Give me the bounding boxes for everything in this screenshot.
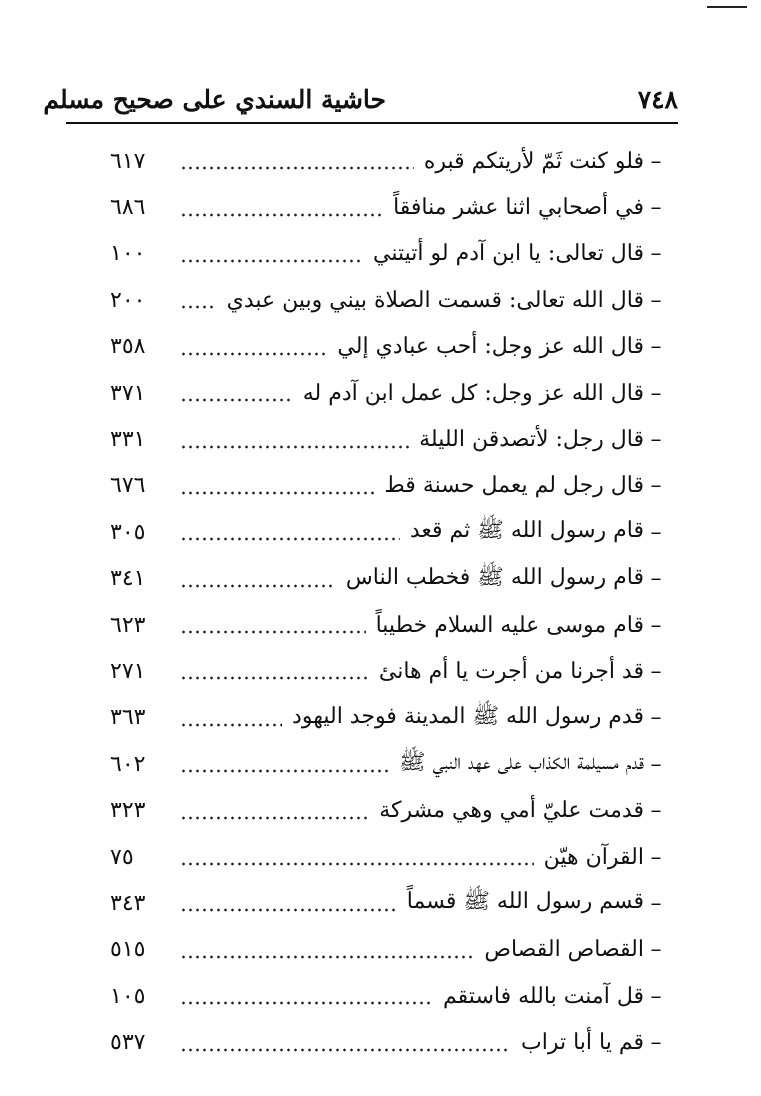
index-entry: [110, 834, 668, 880]
dot-leader: [180, 908, 397, 912]
entry-text: في أصحابي اثنا عشر منافقاً: [393, 195, 644, 221]
entry-text: قدمت عليّ أمي وهي مشركة: [379, 798, 644, 824]
entry-dash: –: [650, 148, 662, 174]
dot-leader: [180, 723, 282, 727]
entry-dash: –: [650, 566, 662, 592]
dot-leader: [180, 769, 389, 773]
dot-leader: [180, 259, 363, 263]
index-entry: [110, 184, 668, 230]
entry-dash: –: [650, 844, 662, 870]
entry-dash: –: [650, 473, 662, 499]
dot-leader: [180, 491, 374, 495]
entry-page-number: ٥١٥: [110, 937, 146, 963]
entry-text: قال الله تعالى: قسمت الصلاة بيني وبين عبدي: [226, 287, 644, 313]
running-header: [43, 82, 678, 126]
entry-dash: –: [650, 983, 662, 1009]
dot-leader: [180, 1048, 511, 1052]
entry-text: قام رسول الله ﷺ ثم قعد: [409, 518, 644, 544]
entry-page-number: ٧٥: [110, 844, 134, 870]
entry-text: قال الله عز وجل: أحب عبادي إلي: [337, 334, 644, 360]
index-entry: [110, 741, 668, 787]
entry-dash: –: [650, 612, 662, 638]
entry-dash: –: [650, 937, 662, 963]
index-entry: [110, 787, 668, 833]
index-entry: [110, 138, 668, 184]
dot-leader: [180, 213, 383, 217]
entry-text: قدم مسيلمة الكذاب على عهد النبي ﷺ: [399, 750, 644, 776]
entry-page-number: ٣٥٨: [110, 334, 146, 360]
entry-dash: –: [650, 380, 662, 406]
entry-dash: –: [650, 751, 662, 777]
dot-leader: [180, 445, 409, 449]
entry-dash: –: [650, 658, 662, 684]
entry-page-number: ٦٧٦: [110, 473, 146, 499]
header-rule: [66, 122, 678, 124]
dot-leader: [180, 166, 414, 170]
entry-page-number: ٣٤١: [110, 566, 146, 592]
entry-dash: –: [650, 287, 662, 313]
index-list: [110, 138, 668, 1066]
entry-dash: –: [650, 1030, 662, 1056]
entry-dash: –: [650, 427, 662, 453]
entry-dash: –: [650, 195, 662, 221]
entry-page-number: ٢٧١: [110, 658, 146, 684]
entry-dash: –: [650, 519, 662, 545]
dot-leader: [180, 398, 293, 402]
index-entry: [110, 370, 668, 416]
entry-text: قد أجرنا من أجرت يا أم هانئ: [378, 658, 644, 684]
entry-text: قل آمنت بالله فاستقم: [443, 983, 644, 1009]
entry-page-number: ١٠٥: [110, 983, 146, 1009]
index-entry: [110, 648, 668, 694]
entry-page-number: ٢٠٠: [110, 287, 146, 313]
index-entry: [110, 602, 668, 648]
entry-page-number: ١٠٠: [110, 241, 146, 267]
dot-leader: [180, 862, 534, 866]
entry-text: قام موسى عليه السلام خطيباً: [375, 612, 644, 638]
entry-text: قال رجل لم يعمل حسنة قط: [384, 473, 644, 499]
corner-rule: [707, 6, 747, 8]
index-entry: [110, 509, 668, 555]
entry-page-number: ٥٣٧: [110, 1030, 146, 1056]
dot-leader: [180, 1001, 433, 1005]
entry-page-number: ٦١٧: [110, 148, 146, 174]
dot-leader: [180, 305, 217, 309]
entry-page-number: ٣٠٥: [110, 519, 146, 545]
entry-page-number: ٣٣١: [110, 427, 146, 453]
dot-leader: [180, 630, 366, 634]
index-entry: [110, 1019, 668, 1065]
entry-dash: –: [650, 798, 662, 824]
entry-text: قدم رسول الله ﷺ المدينة فوجد اليهود: [292, 703, 644, 729]
entry-page-number: ٦٠٢: [110, 751, 146, 777]
book-title: حاشية السندي على صحيح مسلم: [43, 85, 386, 114]
page-number: ٧٤٨: [637, 85, 678, 114]
entry-dash: –: [650, 334, 662, 360]
index-entry: [110, 231, 668, 277]
index-entry: [110, 973, 668, 1019]
index-entry: [110, 416, 668, 462]
entry-text: قسم رسول الله ﷺ قسماً: [406, 889, 644, 915]
entry-page-number: ٣٦٣: [110, 705, 146, 731]
index-entry: [110, 556, 668, 602]
entry-text: قال الله عز وجل: كل عمل ابن آدم له: [302, 380, 644, 406]
entry-page-number: ٦٨٦: [110, 195, 146, 221]
index-entry: [110, 695, 668, 741]
entry-page-number: ٣٤٣: [110, 890, 146, 916]
index-entry: [110, 927, 668, 973]
entry-dash: –: [650, 890, 662, 916]
entry-text: فلو كنت ثَمّ لأريتكم قبره: [423, 148, 644, 174]
entry-text: قال رجل: لأتصدقن الليلة: [419, 427, 644, 453]
index-entry: [110, 324, 668, 370]
dot-leader: [180, 816, 369, 820]
entry-text: القصاص القصاص: [484, 937, 644, 963]
dot-leader: [180, 584, 336, 588]
entry-text: قام رسول الله ﷺ فخطب الناس: [345, 564, 644, 590]
entry-dash: –: [650, 241, 662, 267]
entry-dash: –: [650, 705, 662, 731]
index-entry: [110, 277, 668, 323]
index-entry: [110, 880, 668, 926]
dot-leader: [180, 676, 369, 680]
entry-page-number: ٣٧١: [110, 380, 146, 406]
index-entry: [110, 463, 668, 509]
entry-text: قال تعالى: يا ابن آدم لو أتيتني: [373, 241, 644, 267]
dot-leader: [180, 537, 400, 541]
entry-page-number: ٦٢٣: [110, 612, 146, 638]
entry-text: قم يا أبا تراب: [521, 1030, 644, 1056]
entry-text: القرآن هيّن: [543, 844, 644, 870]
entry-page-number: ٣٢٣: [110, 798, 146, 824]
dot-leader: [180, 955, 474, 959]
dot-leader: [180, 352, 327, 356]
